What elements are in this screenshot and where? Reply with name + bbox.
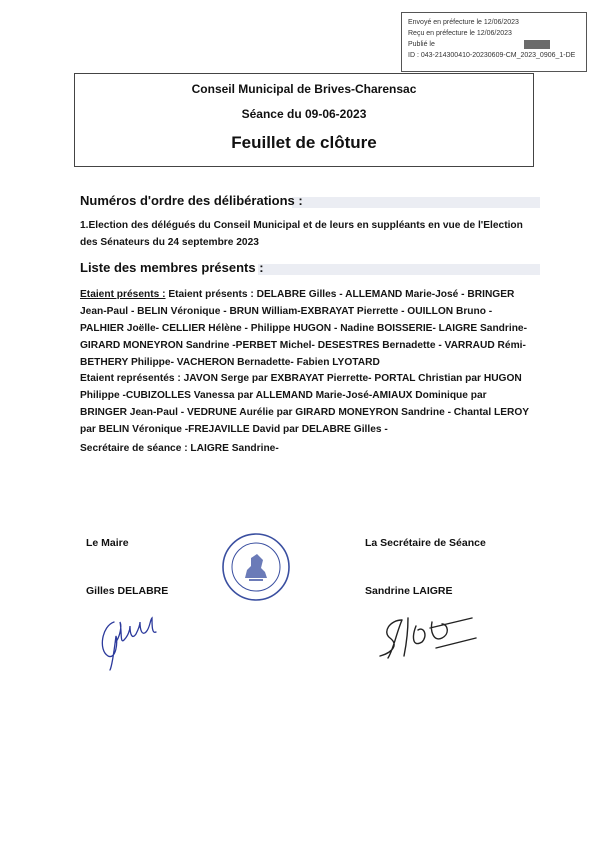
secretary-signature-icon [372, 608, 482, 664]
stamp-line-sent: Envoyé en préfecture le 12/06/2023 [408, 19, 519, 26]
deliberation-item-1: 1.Election des délégués du Conseil Municipal et de leurs en suppléants en vue de l'Election des Sénateurs du 24 septembre 2023 [80, 220, 523, 248]
secretary-name: Sandrine LAIGRE [365, 585, 453, 597]
stamp-line-published: Publié le [408, 41, 435, 48]
mayor-title: Le Maire [86, 537, 129, 549]
mayor-name: Gilles DELABRE [86, 585, 169, 597]
page-title: Feuillet de clôture [231, 133, 377, 152]
present-members-paragraph [80, 286, 532, 371]
present-label: Etaient présents : [80, 289, 166, 300]
represented-members-paragraph: Etaient représentés : JAVON Serge par EXBRAYAT Pierrette- PORTAL Christian par HUGON Philippe -CUBIZOLLES Vanessa par ALLEMAND Marie-José-AMIAUX Dominique par BRINGER Jean-Paul - VEDRUNE Aurélie par GIRARD MONEYRON Sandrine - Chantal LEROY par BELIN Véronique -FREJAVILLE David par DELABRE Gilles - [80, 373, 529, 435]
deliberations-heading: Numéros d'ordre des délibérations : [80, 193, 303, 208]
council-name: Conseil Municipal de Brives-Charensac [191, 82, 417, 96]
secretary-line: Secrétaire de séance : LAIGRE Sandrine- [80, 443, 279, 454]
stamp-badge [524, 40, 550, 49]
session-date: Séance du 09-06-2023 [241, 107, 367, 121]
prefecture-stamp [401, 12, 587, 72]
header-box [74, 73, 534, 167]
secretary-title: La Secrétaire de Séance [365, 537, 486, 549]
members-heading: Liste des membres présents : [80, 260, 264, 275]
stamp-line-received: Reçu en préfecture le 12/06/2023 [408, 30, 512, 37]
stamp-line-id: ID : 043-214300410-20230609-CM_2023_0906_1-DE [408, 52, 576, 59]
present-members-text: Etaient présents : DELABRE Gilles - ALLEMAND Marie-José - BRINGER Jean-Paul - BELIN Véronique - BRUN William-EXBRAYAT Pierrette - OUILLON Bruno - PALHIER Joëlle- CELLIER Hélène - Philippe HUGON - Nadine BOISSERIE- LAIGRE Sandrine- GIRARD MONEYRON Sandrine -PERBET Michel- DESESTRES Bernadette - VARRAUD Rémi- BETHERY Philippe- VACHERON Bernadette- Fabien LYOTARD [80, 289, 527, 368]
mayor-signature-icon [96, 612, 166, 672]
town-seal-icon [221, 532, 291, 602]
